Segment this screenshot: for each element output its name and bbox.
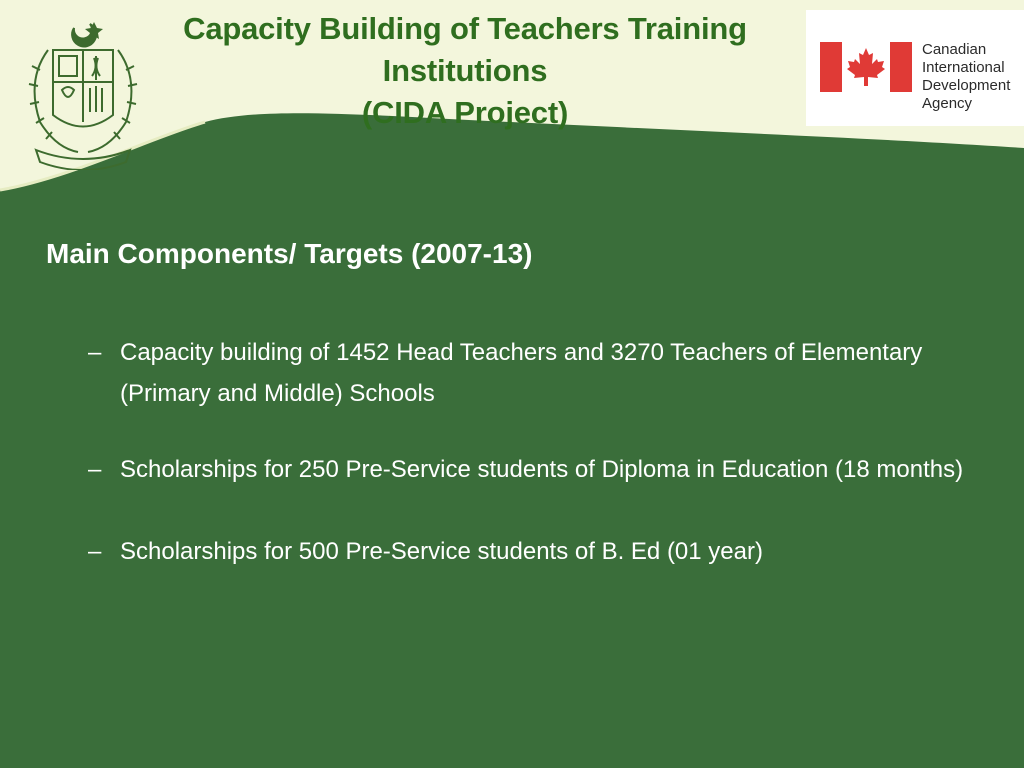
bullet-item — [88, 455, 988, 484]
bullet-item — [88, 332, 988, 414]
cida-line-2: International — [922, 59, 1005, 76]
bullet-text: Capacity building of 1452 Head Teachers and 3270 Teachers of Elementary (Primary and Middle) Schools — [120, 339, 923, 407]
bullet-marker: – — [88, 456, 102, 483]
cida-logo — [806, 10, 1024, 126]
bullet-text: Scholarships for 500 Pre-Service students of B. Ed (01 year) — [120, 538, 763, 565]
cida-line-4: Agency — [922, 95, 973, 112]
cida-logo-text — [922, 41, 1010, 113]
bullet-item — [88, 537, 988, 566]
title-line-1: Capacity Building of Teachers Training — [183, 11, 747, 46]
bullet-marker: – — [88, 538, 102, 565]
title-line-2: Institutions — [382, 53, 548, 88]
bullet-text: Scholarships for 250 Pre-Service students of Diploma in Education (18 months) — [120, 456, 964, 483]
cida-line-3: Development — [922, 77, 1011, 94]
state-emblem-icon — [18, 10, 148, 170]
bullet-marker: – — [88, 339, 102, 366]
title-line-3: (CIDA Project) — [361, 95, 569, 130]
canada-flag-icon — [820, 42, 912, 92]
slide-title — [150, 8, 780, 134]
section-heading: Main Components/ Targets (2007-13) — [46, 238, 533, 269]
cida-line-1: Canadian — [922, 41, 987, 58]
bullet-list — [88, 332, 988, 566]
